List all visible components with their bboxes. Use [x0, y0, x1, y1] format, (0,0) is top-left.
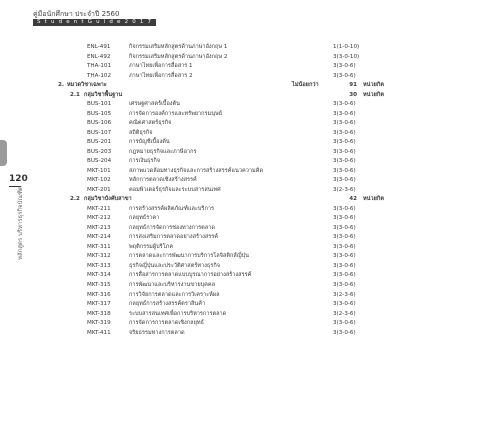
course-row	[0, 281, 480, 290]
course-row	[0, 72, 480, 81]
course-credit: 3(3-0-6)	[333, 158, 356, 165]
course-row	[0, 224, 480, 233]
course-credit: 3(3-0-6)	[333, 101, 356, 108]
course-code: MKT-312	[87, 253, 111, 260]
course-row	[0, 157, 480, 166]
course-row	[0, 53, 480, 62]
course-credit: 1(1-0-10)	[333, 44, 360, 50]
course-credit: 3(3-0-6)	[333, 148, 356, 155]
course-name: การเงินธุรกิจ	[129, 158, 161, 165]
course-row	[0, 110, 480, 119]
course-credit: 3(3-0-6)	[333, 167, 356, 174]
course-row	[0, 119, 480, 128]
course-code: MKT-318	[87, 310, 111, 317]
course-row	[0, 262, 480, 271]
course-row	[0, 186, 480, 195]
course-code: MKT-102	[87, 177, 111, 184]
course-row	[0, 310, 480, 319]
course-name: การจัดการองค์การและทรัพยากรมนุษย์	[129, 110, 223, 117]
course-code: BUS-201	[87, 139, 112, 146]
course-row	[0, 138, 480, 147]
course-code: ENL-491	[87, 44, 111, 50]
course-name: การสร้างสรรค์ผลิตภัณฑ์และบริการ	[129, 205, 214, 212]
course-code: THA-101	[87, 63, 112, 70]
course-name: การวิจัยการตลาดและการวิเคราะห์ผล	[129, 291, 220, 298]
course-row	[0, 233, 480, 242]
course-code: MKT-411	[87, 329, 111, 336]
course-credit: 3(3-0-6)	[333, 177, 356, 184]
course-code: BUS-203	[87, 148, 112, 155]
course-code: MKT-314	[87, 272, 111, 279]
course-name: การบัญชีเบื้องต้น	[129, 139, 170, 146]
subsection-row	[0, 195, 480, 204]
course-credit: 3(3-0-6)	[333, 253, 356, 260]
course-name: การส่งเสริมการตลาดอย่างสร้างสรรค์	[129, 234, 219, 241]
section-title: กลุ่มวิชาพื้นฐาน	[84, 91, 123, 98]
course-credit: 3(3-0-6)	[333, 301, 356, 308]
course-code: BUS-106	[87, 120, 112, 127]
course-row	[0, 100, 480, 109]
section-number: 2.	[58, 82, 65, 89]
course-name: การจัดการการตลาดเชิงกลยุทธ์	[129, 320, 204, 327]
course-name: การตลาดและการพัฒนาการบริการโลจิสติกส์ญี่ปุ่น	[129, 253, 249, 260]
course-name: ธุรกิจญี่ปุ่นและประวัติศาสตร์ทางธุรกิจ	[129, 262, 220, 269]
credit-unit-label: หน่วยกิต	[363, 91, 384, 98]
credit-unit-label: หน่วยกิต	[363, 196, 384, 203]
course-row	[0, 243, 480, 252]
course-code: MKT-201	[87, 186, 111, 193]
course-name: ภาษาไทยเพื่อการสื่อสาร 1	[129, 63, 193, 70]
course-code: BUS-204	[87, 158, 112, 165]
course-code: MKT-319	[87, 320, 111, 327]
guide-subtitle-band: S t u d e n t G u i d e 2 0 1 7	[33, 19, 156, 26]
course-credit: 3(3-0-6)	[333, 110, 356, 117]
course-code: MKT-317	[87, 301, 111, 308]
course-code: ENL-492	[87, 53, 111, 60]
course-name: กลยุทธ์ราคา	[129, 215, 160, 222]
course-name: คอมพิวเตอร์ธุรกิจและระบบสารสนเทศ	[129, 186, 221, 193]
course-row	[0, 176, 480, 185]
course-credit: 3(2-3-6)	[333, 291, 356, 298]
course-credit: 3(3-0-6)	[333, 72, 356, 79]
course-row	[0, 291, 480, 300]
course-credit: 3(3-0-6)	[333, 282, 356, 288]
course-row	[0, 148, 480, 157]
course-name: กลยุทธ์การสร้างสรรค์ตราสินค้า	[129, 301, 206, 308]
course-credit: 3(3-0-6)	[333, 139, 356, 146]
course-code: MKT-212	[87, 215, 111, 222]
course-name: กฎหมายธุรกิจและภาษีอากร	[129, 148, 197, 155]
section-number: 2.2	[70, 196, 80, 203]
course-code: BUS-107	[87, 129, 112, 136]
course-credit: 3(3-0-6)	[333, 215, 356, 222]
course-credit: 3(2-3-6)	[333, 186, 356, 193]
course-credit: 3(3-0-10)	[333, 53, 360, 60]
course-name: การพัฒนาและบริหารงานขายบุคคล	[129, 282, 216, 288]
course-code: MKT-214	[87, 234, 111, 241]
course-credit: 3(3-0-6)	[333, 243, 356, 250]
course-name: หลักการตลาดเชิงสร้างสรรค์	[129, 177, 197, 184]
credit-total: 42	[349, 196, 357, 203]
course-row	[0, 329, 480, 338]
course-name: เศรษฐศาสตร์เบื้องต้น	[129, 101, 180, 108]
course-code: THA-102	[87, 72, 112, 79]
course-code: MKT-213	[87, 224, 111, 231]
course-row	[0, 271, 480, 280]
course-name: สถิติธุรกิจ	[129, 129, 153, 136]
program-vertical-label: หลักสูตร บริหารธุรกิจบัณฑิต	[17, 186, 24, 260]
minimum-note: ไม่น้อยกว่า	[292, 82, 319, 89]
section-number: 2.1	[70, 91, 80, 98]
course-code: MKT-211	[87, 205, 111, 212]
section-title: กลุ่มวิชาบังคับสาขา	[84, 196, 132, 203]
course-row	[0, 214, 480, 223]
course-credit: 3(3-0-6)	[333, 205, 356, 212]
course-credit: 3(3-0-6)	[333, 320, 356, 327]
course-credit: 3(2-3-6)	[333, 310, 356, 317]
course-code: BUS-101	[87, 101, 112, 108]
course-row	[0, 205, 480, 214]
course-name: ภาษาไทยเพื่อการสื่อสาร 2	[129, 72, 193, 79]
credit-unit-label: หน่วยกิต	[363, 82, 384, 89]
course-credit: 3(3-0-6)	[333, 63, 356, 70]
course-code: MKT-315	[87, 282, 111, 288]
course-credit: 3(3-0-6)	[333, 262, 356, 269]
course-name: ระบบสารสนเทศเพื่อการบริหารการตลาด	[129, 310, 227, 317]
section-title: หมวดวิชาเฉพาะ	[67, 82, 107, 89]
course-row	[0, 319, 480, 328]
course-credit: 3(3-0-6)	[333, 234, 356, 241]
course-name: พฤติกรรมผู้บริโภค	[129, 243, 174, 250]
page-number: 120	[9, 174, 28, 184]
course-name: กลยุทธ์การจัดการช่องทางการตลาด	[129, 224, 215, 231]
course-name: สภาพแวดล้อมทางธุรกิจและการสร้างสรรค์แนวความคิด	[129, 167, 264, 174]
credit-total: 30	[349, 91, 357, 98]
course-code: MKT-316	[87, 291, 111, 298]
course-row	[0, 62, 480, 71]
course-name: คณิตศาสตร์ธุรกิจ	[129, 120, 172, 127]
course-code: MKT-101	[87, 167, 111, 174]
course-credit: 3(3-0-6)	[333, 129, 356, 136]
course-credit: 3(3-0-6)	[333, 120, 356, 127]
course-row	[0, 300, 480, 309]
course-name: กิจกรรมเสริมหลักสูตรด้านภาษาอังกฤษ 2	[129, 53, 228, 60]
section-row	[0, 81, 480, 90]
course-credit: 3(3-0-6)	[333, 224, 356, 231]
course-code: MKT-311	[87, 243, 111, 250]
credit-total: 91	[349, 82, 357, 89]
subsection-row	[0, 91, 480, 100]
course-name: การสื่อสารการตลาดแบบบูรณาการอย่างสร้างสรรค์	[129, 272, 252, 279]
course-name: กิจกรรมเสริมหลักสูตรด้านภาษาอังกฤษ 1	[129, 44, 228, 50]
course-row	[0, 167, 480, 176]
course-credit: 3(3-0-6)	[333, 272, 356, 279]
course-code: BUS-105	[87, 110, 112, 117]
course-credit: 3(3-0-6)	[333, 329, 356, 336]
course-code: MKT-313	[87, 262, 111, 269]
guide-title: คู่มือนักศึกษา ประจำปี 2560	[33, 10, 120, 18]
course-row	[0, 43, 480, 52]
course-name: จริยธรรมทางการตลาด	[129, 329, 185, 336]
course-row	[0, 129, 480, 138]
course-row	[0, 252, 480, 261]
